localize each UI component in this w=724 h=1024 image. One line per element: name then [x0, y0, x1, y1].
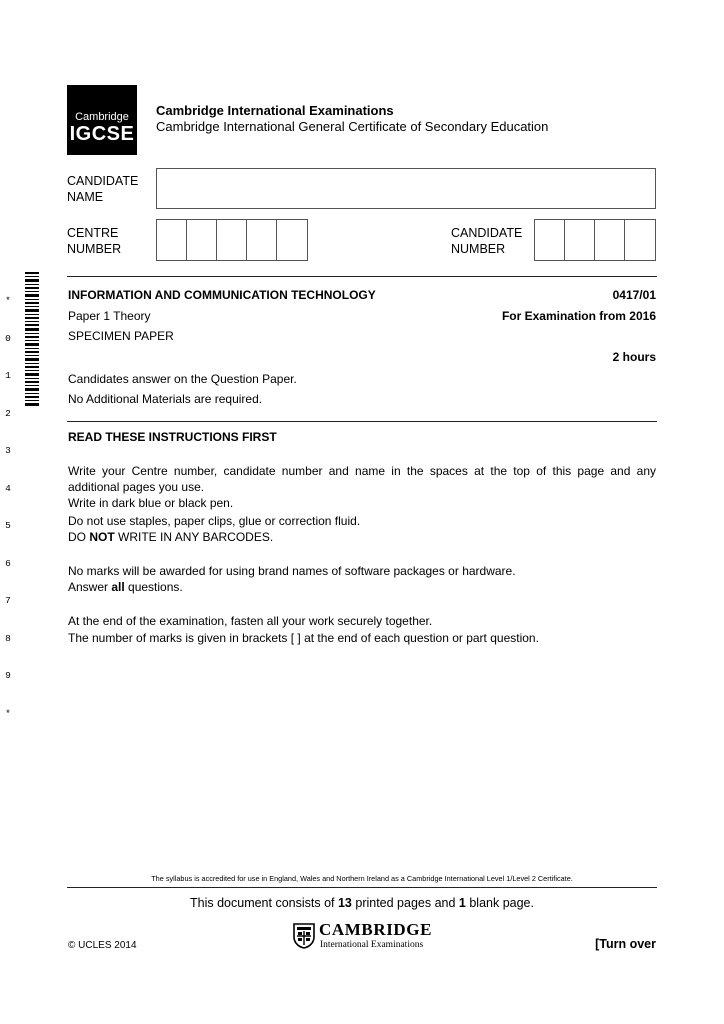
label-line: CANDIDATE — [67, 174, 139, 188]
text-span-bold: 1 — [458, 896, 466, 910]
digit-box[interactable] — [157, 220, 187, 260]
duration: 2 hours — [612, 350, 656, 364]
digit-box[interactable] — [247, 220, 277, 260]
paper-name: Paper 1 Theory — [68, 309, 151, 323]
instruction-write-numbers: Write your Centre number, candidate number and name in the spaces at the top of this page and any additional pages you use. — [68, 464, 656, 494]
text-span-bold: 13 — [337, 896, 352, 910]
barcode-icon — [25, 272, 39, 407]
text-span-bold: NOT — [89, 530, 115, 544]
barcode-digit: 9 — [5, 670, 11, 681]
barcode-digit: * — [5, 707, 11, 719]
candidate-name-field[interactable] — [156, 168, 656, 209]
barcode-digit: * — [5, 295, 11, 306]
text-span: printed pages and — [351, 896, 459, 910]
digit-box[interactable] — [187, 220, 217, 260]
centre-number-label — [67, 225, 121, 257]
text-span: This document consists of — [190, 896, 338, 910]
barcode-digit: 6 — [5, 557, 11, 569]
barcode-digit: 1 — [5, 370, 11, 381]
crest-icon — [293, 923, 315, 949]
cambridge-subtitle: International Examinations — [320, 940, 424, 950]
divider — [67, 276, 657, 277]
exam-from: For Examination from 2016 — [501, 309, 656, 323]
centre-number-field[interactable] — [156, 219, 308, 261]
label-line: NAME — [67, 190, 104, 204]
text-span: WRITE IN ANY BARCODES. — [114, 530, 274, 544]
candidate-name-label — [67, 173, 138, 205]
label-line: NUMBER — [451, 242, 506, 256]
instruction-fasten: At the end of the examination, fasten all your work securely together. — [68, 614, 433, 628]
text-span: DO — [68, 530, 90, 544]
barcode-digits — [1, 270, 15, 733]
label-line: CANDIDATE — [451, 226, 523, 240]
digit-box[interactable] — [535, 220, 565, 260]
certificate-title: Cambridge International General Certificate of Secondary Education — [156, 119, 549, 134]
materials-note: No Additional Materials are required. — [68, 392, 263, 406]
answer-on-note: Candidates answer on the Question Paper. — [68, 372, 297, 386]
candidate-number-field[interactable] — [534, 219, 656, 261]
instruction-no-staples: Do not use staples, paper clips, glue or correction fluid. — [68, 514, 361, 528]
barcode-digit: 5 — [5, 520, 11, 531]
cambridge-wordmark: CAMBRIDGE — [319, 920, 433, 939]
text-span: questions. — [124, 580, 183, 594]
paper-code: 0417/01 — [612, 288, 656, 302]
barcode-digit: 2 — [5, 407, 11, 419]
logo-line1: Cambridge — [75, 111, 129, 123]
paper-type: SPECIMEN PAPER — [68, 329, 174, 343]
cambridge-igcse-logo — [67, 85, 137, 155]
instruction-barcodes — [68, 529, 273, 545]
syllabus-note: The syllabus is accredited for use in England, Wales and Northern Ireland as a Cambridge International Level 1/Level 2 Certificate. — [151, 874, 573, 883]
instruction-marks: The number of marks is given in brackets [ ] at the end of each question or part question. — [68, 631, 539, 645]
text-span: Answer — [68, 580, 112, 594]
digit-box[interactable] — [625, 220, 655, 260]
instruction-brand-names: No marks will be awarded for using brand names of software packages or hardware. — [68, 564, 516, 578]
instructions-heading: READ THESE INSTRUCTIONS FIRST — [68, 430, 277, 444]
label-line: CENTRE — [67, 226, 119, 240]
exam-board: Cambridge International Examinations — [156, 103, 394, 118]
barcode-digit: 8 — [5, 632, 11, 644]
barcode-digit: 7 — [5, 595, 11, 606]
divider — [67, 887, 657, 888]
digit-box[interactable] — [565, 220, 595, 260]
digit-box[interactable] — [217, 220, 247, 260]
text-span-bold: all — [111, 580, 125, 594]
label-line: NUMBER — [67, 242, 122, 256]
barcode-digit: 4 — [5, 482, 11, 494]
turn-over: [Turn over — [595, 937, 656, 951]
page-count — [67, 896, 657, 910]
barcode-digit: 0 — [5, 332, 11, 344]
text-span: blank page. — [465, 896, 534, 910]
instruction-answer-all — [68, 579, 183, 595]
divider — [67, 421, 657, 422]
digit-box[interactable] — [595, 220, 625, 260]
digit-box[interactable] — [277, 220, 307, 260]
candidate-number-label — [451, 225, 522, 257]
subject-title: INFORMATION AND COMMUNICATION TECHNOLOGY — [68, 288, 376, 302]
logo-line2: IGCSE — [69, 123, 135, 145]
copyright: © UCLES 2014 — [68, 940, 137, 951]
instruction-pen: Write in dark blue or black pen. — [68, 496, 234, 510]
barcode-digit: 3 — [5, 445, 11, 456]
